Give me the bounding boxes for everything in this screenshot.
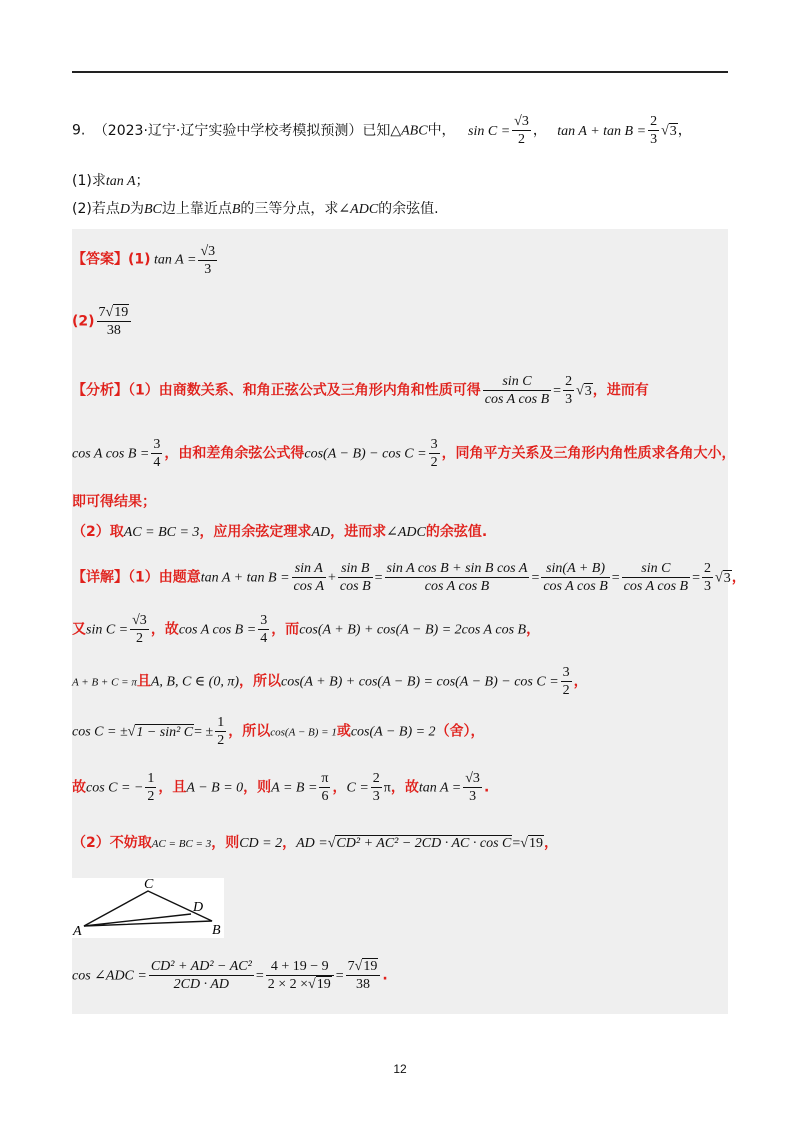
triangle-label: △ABC [390, 123, 428, 139]
label-a: A [73, 924, 82, 938]
analysis-line-4: （2）取AC = BC = 3，应用余弦定理求AD，进而求∠ADC的余弦值. [72, 524, 488, 540]
question-number: 9. [72, 122, 86, 139]
triangle-diagram [72, 878, 224, 938]
triangle-figure [72, 878, 224, 938]
answer-label: 【答案】 [72, 251, 128, 268]
label-c: C [144, 878, 154, 892]
sin-c-fraction: $\frac{√3}{2}$ [514, 114, 529, 147]
analysis-line-2: cos A cos B = $\frac{3}{4}$ ，由和差角余弦公式得cos(A − B) − cos C = $\frac{3}{2}$ ，同角平方关系及三角形内角性质求各角大小， [72, 437, 736, 470]
label-d: D [193, 900, 204, 915]
detail-line-7: cos ∠ADC = $\frac{\text{CD² + AD² − AC²}}{2CD \cdot AD}$ = $\frac{4 + 19 - 9}{2 \times 2 \times√19}$ = $\frac{7√19}{38}$ . [72, 959, 388, 992]
question-part2: (2)若点D为BC边上靠近点B的三等分点，求∠ADC的余弦值. [72, 201, 439, 217]
detail-line-1: 【详解】（1）由题意tan A + tan B = $\frac{\text{sin A}}{\text{cos A}}$ + $\frac{\text{sin B}}{\text{cos B}}$ = $\frac{\text{sin A cos B + sin B cos A}}{\text{cos A cos B}}$ = $\frac{\sin(A + B)}{\text{cos A cos B}}$ = $\frac{\text{sin C}}{\text{cos A cos B}}$ = $\frac{2}{3}$ √3， [72, 561, 746, 594]
analysis-label: 【分析】 [72, 382, 128, 399]
question-line: 9. （2023·辽宁·辽宁实验中学校考模拟预测）已知△ABC中， sin C = $\frac{√3}{2}$ ， tan A + tan B = $\frac{2}{3}$ √3， [72, 114, 692, 147]
detail-line-2: 又sin C = $\frac{√3}{2}$ ，故cos A cos B = $\frac{3}{4}$ ，而cos(A + B) + cos(A − B) = 2cos A cos B， [72, 613, 541, 646]
analysis-line-3: 即可得结果； [72, 494, 156, 510]
header-rule [72, 71, 728, 73]
detail-line-5: 故cos C = − $\frac{1}{2}$ ，且A − B = 0，则A = B = $\frac{\pi}{6}$ ，C = $\frac{2}{3}$ π，故tan A = $\frac{√3}{3}$ . [72, 771, 490, 804]
detail-line-6: （2）不妨取AC = BC = 3，则CD = 2，AD =√CD² + AC² − 2CD · AC · cos C=√19， [72, 835, 558, 851]
detail-label: 【详解】 [72, 569, 128, 586]
page-number: 12 [393, 1062, 407, 1076]
detail-line-4: cos C = ±√1 − sin² C= ± $\frac{1}{2}$ ，所以cos(A − B) = 1或cos(A − B) = 2（舍）， [72, 715, 485, 748]
answer-line-1: 【答案】(1) tan A = $\frac{√3}{3}$ [72, 244, 216, 277]
analysis-line-1: 【分析】（1）由商数关系、和角正弦公式及三角形内角和性质可得 $\frac{\text{sin C}}{\text{cos A cos B}}$ = $\frac{2}{3}$ √3，进而有 [72, 374, 649, 407]
question-part1: (1)求tan A； [72, 173, 150, 189]
label-b: B [212, 923, 221, 938]
answer-line-2: (2) $\frac{7√19}{38}$ [72, 304, 133, 339]
detail-line-3: A + B + C = π且A, B, C ∈ (0, π)，所以cos(A + B) + cos(A − B) = cos(A − B) − cos C = $\frac{3}{2}$ ， [72, 665, 588, 698]
question-source: （2023·辽宁·辽宁实验中学校考模拟预测）已知 [93, 122, 391, 139]
